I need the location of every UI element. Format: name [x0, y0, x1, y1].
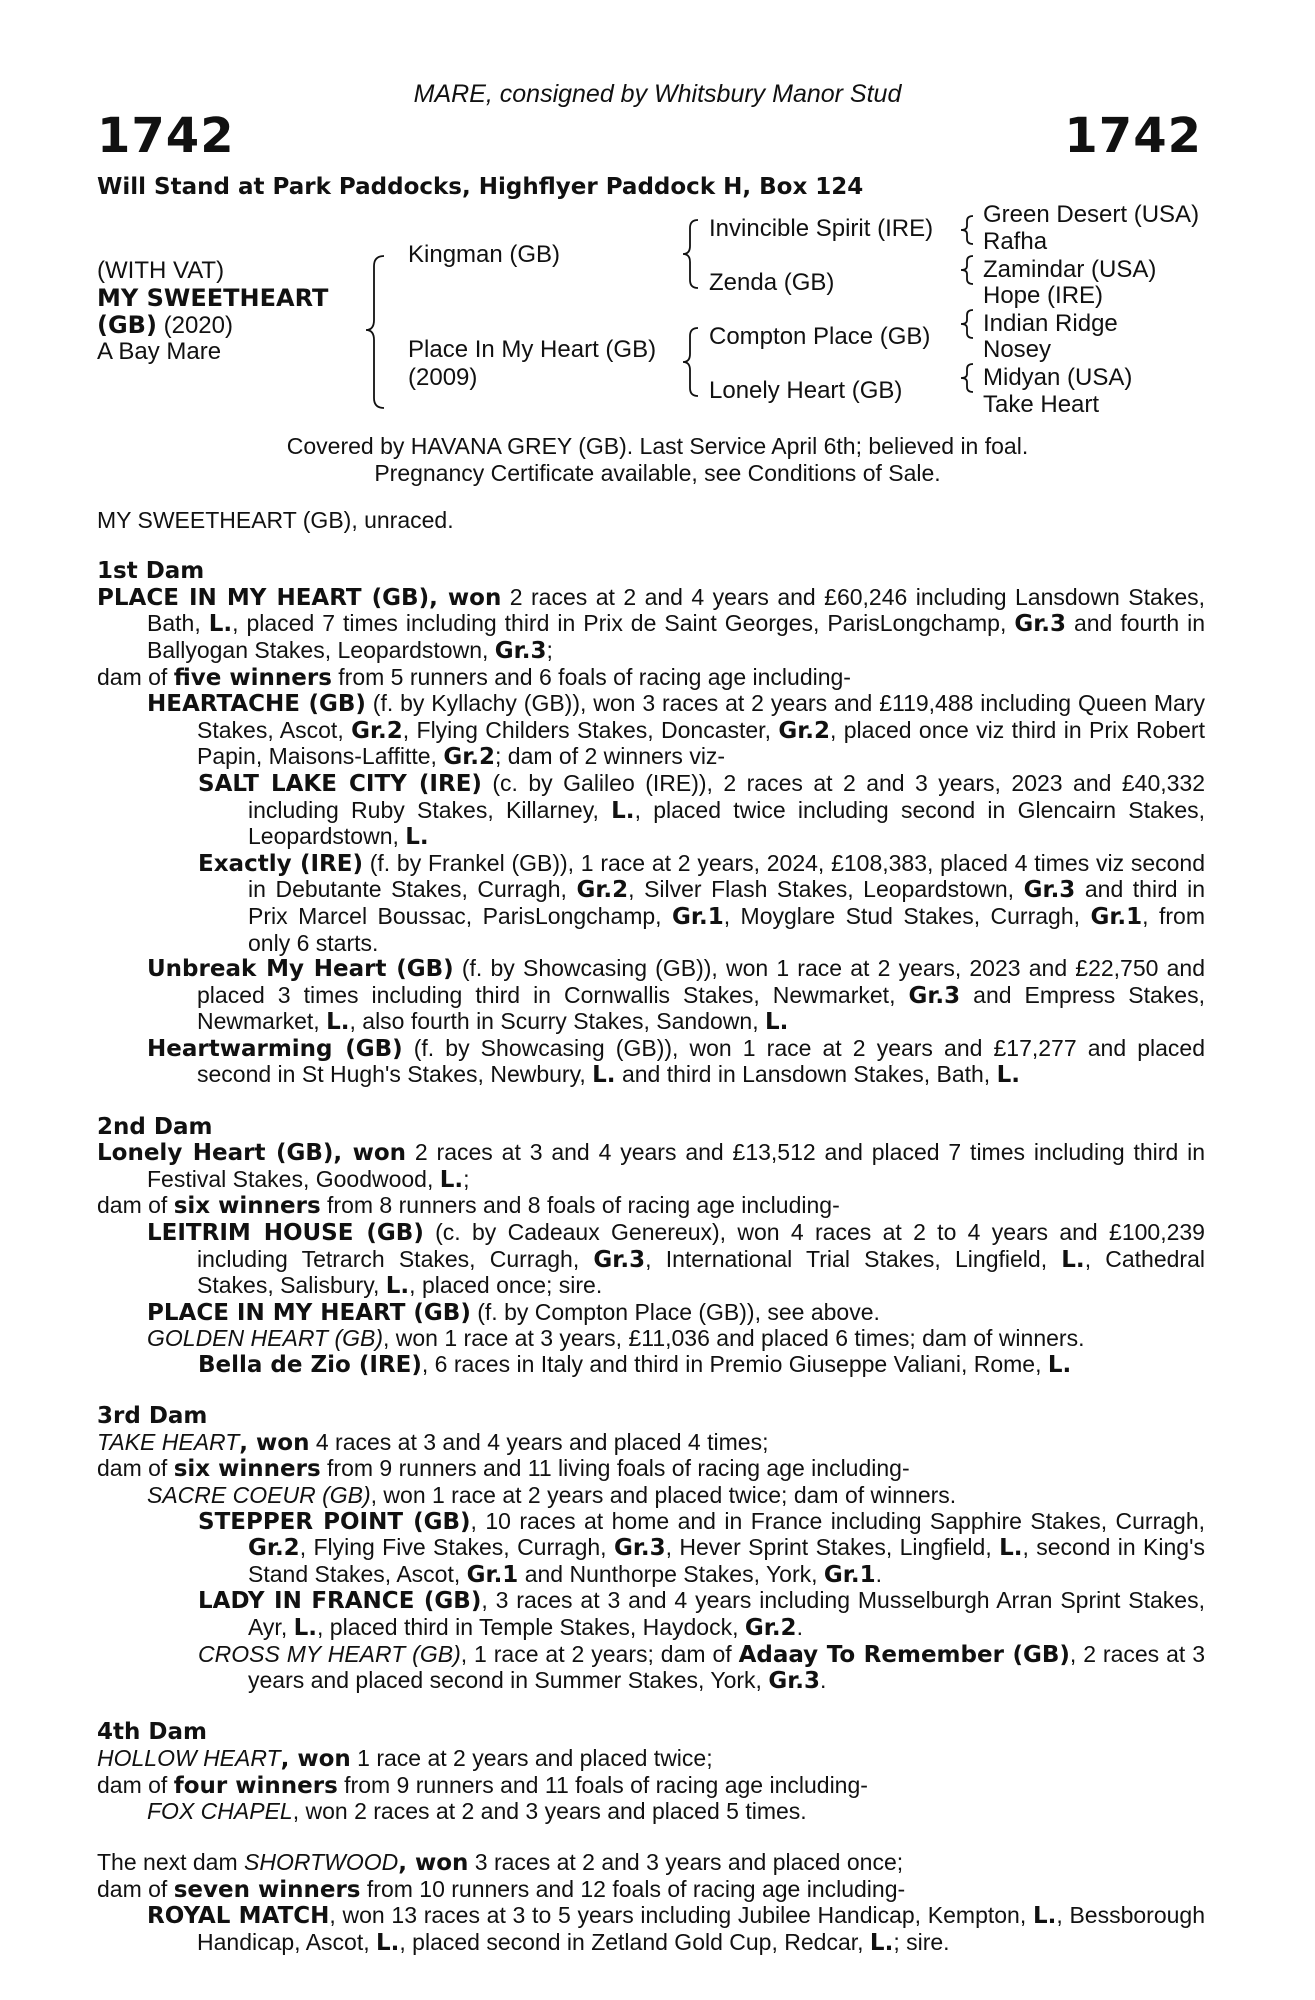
sire-sire-dam: Rafha: [983, 228, 1048, 255]
text: dam of: [97, 663, 174, 690]
dam3-produce: [97, 1456, 1205, 1483]
sire-sire-sire: Green Desert (USA): [983, 201, 1200, 228]
grade: L.: [208, 611, 233, 638]
progeny-sacre-coeur: [97, 1483, 1205, 1509]
dam-dam: Lonely Heart (GB): [709, 377, 903, 404]
progeny-unbreak-my-heart: [97, 956, 1205, 1036]
text: , won 2 races at 2 and 3 years and placed 5 times.: [292, 1798, 807, 1825]
text: , second in King's Stand Stakes, Ascot,: [248, 1534, 1205, 1587]
text: , Moyglare Stud Stakes, Curragh,: [723, 902, 1091, 929]
progeny-cross-my-heart: [97, 1642, 1205, 1695]
grade: L.: [385, 1273, 410, 1300]
text: six winners: [173, 1193, 321, 1220]
text: ; sire.: [893, 1929, 950, 1956]
text: , placed 7 times including third in Prix de Saint Georges, ParisLongchamp,: [232, 610, 1015, 637]
grade: Gr.3: [613, 1535, 666, 1562]
text: TAKE HEART: [97, 1428, 240, 1455]
text: HEARTACHE (GB): [147, 691, 366, 718]
grade: L.: [405, 824, 429, 851]
text: (f. by Compton Place (GB)), see above.: [470, 1298, 880, 1325]
text: (f. by Frankel (GB)), 1 race at 2 years, 2024, £108,383, placed 4 times viz second in Debutante Stakes, Curragh,: [248, 849, 1205, 903]
dam-sire: Compton Place (GB): [709, 323, 931, 350]
grade: Gr.2: [576, 877, 629, 904]
grade: Gr.3: [593, 1246, 646, 1273]
text: dam of: [97, 1455, 174, 1482]
progeny-golden-heart: [97, 1326, 1205, 1352]
text: , Hever Sprint Stakes, Lingfield,: [665, 1534, 1000, 1561]
text: , won 1 race at 2 years and placed twice; dam of winners.: [370, 1481, 957, 1508]
text: Heartwarming (GB): [147, 1035, 403, 1062]
horse-description: A Bay Mare: [97, 338, 222, 365]
dam1-record: [97, 585, 1205, 665]
grade: Gr.2: [351, 717, 403, 744]
text: .: [820, 1667, 827, 1694]
text: , placed once; sire.: [409, 1272, 603, 1299]
text: PLACE IN MY HEART (GB): [147, 1299, 471, 1326]
grade: Gr.1: [823, 1561, 876, 1588]
text: , won: [239, 1429, 310, 1456]
text: , placed twice including second in Glencairn Stakes, Leopardstown,: [248, 796, 1205, 850]
text: 4 races at 3 and 4 years and placed 4 times;: [309, 1428, 769, 1455]
grade: Gr.3: [1014, 611, 1066, 638]
unraced-line: MY SWEETHEART (GB), unraced.: [97, 507, 454, 533]
text: , placed second in Zetland Gold Cup, Redcar,: [399, 1929, 870, 1956]
text: Unbreak My Heart (GB): [147, 956, 454, 983]
text: , International Trial Stakes, Lingfield,: [645, 1245, 1062, 1272]
text: from 9 runners and 11 living foals of racing age including-: [320, 1455, 910, 1482]
text: and third in Prix Marcel Boussac, ParisLongchamp,: [248, 876, 1205, 929]
dam1-won: , won: [429, 584, 502, 611]
dam: Place In My Heart (GB): [408, 336, 657, 363]
grade: L.: [996, 1062, 1020, 1089]
grade: Gr.1: [466, 1561, 519, 1588]
dam4-heading: 4th Dam: [97, 1719, 207, 1746]
text: .: [796, 1613, 803, 1640]
progeny-heartache: [97, 691, 1205, 771]
dam-sire-dam: Nosey: [983, 336, 1052, 363]
horse-name: MY SWEETHEART: [97, 284, 329, 312]
grade: L.: [611, 797, 635, 824]
grade: L.: [326, 1009, 350, 1036]
text: , Bessborough Handicap, Ascot,: [197, 1902, 1205, 1956]
text: SHORTWOOD: [244, 1849, 399, 1876]
grade: L.: [592, 1062, 616, 1089]
dam3-record: [97, 1430, 1205, 1457]
text: dam of: [97, 1875, 174, 1902]
lot-number-left: 1742: [97, 108, 235, 164]
grade: Gr.3: [494, 637, 547, 664]
text: 2 races at 3 and 4 years and £13,512 and placed 7 times including third in Festival Stakes, Goodwood,: [147, 1139, 1206, 1192]
text: , Flying Childers Stakes, Doncaster,: [402, 716, 779, 743]
progeny-royal-match: [97, 1903, 1205, 1956]
text: ; dam of 2 winners viz-: [495, 743, 726, 770]
dam1-name: PLACE IN MY HEART (GB): [97, 584, 430, 611]
text: LEITRIM HOUSE (GB): [147, 1220, 424, 1247]
text: (c. by Cadeaux Genereux), won 4 races at 2 to 4 years and £100,239 including Tetrarch Stakes, Curragh,: [197, 1219, 1205, 1272]
text: , placed third in Temple Stakes, Haydock,: [317, 1613, 745, 1640]
sire-dam-sire: Zamindar (USA): [983, 256, 1157, 283]
text: 1 race at 2 years and placed twice;: [350, 1744, 713, 1771]
text: ;: [463, 1165, 470, 1192]
dam-sire-sire: Indian Ridge: [983, 310, 1118, 337]
text: 3 races at 2 and 3 years and placed once;: [468, 1849, 904, 1876]
sire-dam: Zenda (GB): [709, 269, 835, 296]
text: , placed once viz third in Prix Robert Papin, Maisons-Laffitte,: [197, 716, 1205, 770]
vat-label: (WITH VAT): [97, 257, 225, 284]
text: SALT LAKE CITY (IRE): [198, 770, 482, 797]
text: five winners: [173, 664, 332, 691]
text: (c. by Galileo (IRE)), 2 races at 2 and 3 years, 2023 and £40,332 including Ruby Stakes, Killarney,: [248, 769, 1206, 823]
text: Exactly (IRE): [198, 850, 363, 877]
text: seven winners: [173, 1876, 361, 1903]
text: The next dam: [97, 1849, 245, 1876]
text: , 2 races at 3 years and placed second in Summer Stakes, York,: [248, 1640, 1205, 1694]
text: .: [875, 1560, 882, 1587]
grade: Gr.3: [908, 982, 961, 1009]
text: SACRE COEUR (GB): [147, 1481, 371, 1508]
next-dam-produce: [97, 1877, 1205, 1904]
dam-dam-sire: Midyan (USA): [983, 364, 1133, 391]
text: , won: [280, 1745, 351, 1772]
text: and Empress Stakes, Newmarket,: [197, 981, 1205, 1035]
grade: L.: [293, 1614, 318, 1641]
text: dam of: [97, 1771, 174, 1798]
progeny-exactly: [97, 851, 1205, 956]
text: Lonely Heart (GB): [97, 1140, 334, 1167]
grade: Gr.3: [1023, 877, 1076, 904]
text: Bella de Zio (IRE): [198, 1352, 422, 1378]
dam2-produce: [97, 1193, 1205, 1220]
grade: Gr.2: [778, 717, 831, 744]
text: (f. by Kyllachy (GB)), won 3 races at 2 years and £119,488 including Queen Mary Stakes, Ascot,: [197, 690, 1205, 743]
grade: Gr.2: [744, 1614, 797, 1641]
text: , 1 race at 2 years; dam of: [460, 1640, 739, 1667]
stand-location: Will Stand at Park Paddocks, Highflyer Paddock H, Box 124: [97, 174, 864, 200]
dam4-record: [97, 1746, 1205, 1773]
dam1-produce: [97, 665, 1205, 692]
text: from 9 runners and 11 foals of racing age including-: [337, 1771, 868, 1798]
text: ROYAL MATCH: [147, 1903, 330, 1930]
text: , Silver Flash Stakes, Leopardstown,: [628, 876, 1024, 903]
progeny-heartwarming: [97, 1036, 1205, 1089]
dam-year: (2009): [408, 364, 478, 391]
text: , also fourth in Scurry Stakes, Sandown,: [349, 1008, 765, 1035]
text: , won 13 races at 3 to 5 years including Jubilee Handicap, Kempton,: [329, 1902, 1033, 1929]
text: FOX CHAPEL: [147, 1798, 293, 1825]
horse-country: (GB): [97, 311, 157, 339]
text: LADY IN FRANCE (GB): [198, 1588, 482, 1615]
grade: Gr.2: [248, 1535, 300, 1562]
progeny-bella-de-zio: [97, 1352, 1205, 1379]
next-dam-record: [97, 1850, 1205, 1877]
grade: Gr.3: [768, 1668, 821, 1695]
progeny-fox-chapel: [97, 1799, 1205, 1825]
text: , 6 races in Italy and third in Premio Giuseppe Valiani, Rome,: [421, 1351, 1048, 1377]
sire-dam-dam: Hope (IRE): [983, 282, 1104, 309]
grade: L.: [376, 1930, 400, 1957]
progeny-leitrim-house: [97, 1220, 1205, 1300]
text: from 5 runners and 6 foals of racing age including-: [331, 663, 851, 690]
lot-number-right: 1742: [1064, 108, 1202, 164]
grade: L.: [869, 1930, 894, 1957]
text: Adaay To Remember (GB): [738, 1641, 1070, 1668]
dam2-record: [97, 1140, 1205, 1193]
progeny-salt-lake-city: [97, 771, 1205, 851]
text: and fourth in Ballyogan Stakes, Leopardstown,: [147, 610, 1206, 663]
dam2-heading: 2nd Dam: [97, 1113, 213, 1140]
text: HOLLOW HEART: [97, 1744, 281, 1771]
text: STEPPER POINT (GB): [198, 1508, 471, 1535]
grade: L.: [764, 1009, 789, 1036]
covering-note: [0, 433, 1315, 487]
progeny-stepper-point: [97, 1509, 1205, 1589]
text: six winners: [173, 1456, 321, 1483]
horse-year: (2020): [156, 312, 233, 339]
grade: L.: [1032, 1903, 1057, 1930]
sire-sire: Invincible Spirit (IRE): [709, 215, 934, 242]
catalogue-body: [97, 508, 1205, 1957]
progeny-place-in-my-heart: [97, 1300, 1205, 1327]
text: from 8 runners and 8 foals of racing age including-: [320, 1192, 840, 1219]
text: (f. by Showcasing (GB)), won 1 race at 2 years and £17,277 and placed second in St Hugh's Stakes, Newbury,: [197, 1034, 1205, 1088]
grade: Gr.1: [1090, 903, 1143, 930]
text: GOLDEN HEART (GB): [147, 1325, 383, 1352]
text: 2 races at 2 and 4 years and £60,246 including Lansdown Stakes, Bath,: [147, 583, 1206, 637]
sire: Kingman (GB): [408, 241, 561, 268]
text: , won 1 race at 3 years, £11,036 and placed 6 times; dam of winners.: [383, 1325, 1085, 1352]
consignor-line: MARE, consigned by Whitsbury Manor Stud: [413, 80, 902, 108]
text: , from only 6 starts.: [248, 902, 1205, 956]
text: , Cathedral Stakes, Salisbury,: [197, 1245, 1205, 1299]
text: four winners: [173, 1772, 338, 1799]
text: , 10 races at home and in France including Sapphire Stakes, Curragh,: [470, 1507, 1206, 1534]
text: dam of: [97, 1192, 174, 1219]
progeny-lady-in-france: [97, 1588, 1205, 1641]
text: , Flying Five Stakes, Curragh,: [299, 1534, 614, 1561]
covering-line-2: Pregnancy Certificate available, see Conditions of Sale.: [374, 460, 941, 486]
text: , won: [333, 1140, 407, 1167]
text: ;: [546, 636, 553, 663]
dam4-produce: [97, 1773, 1205, 1800]
text: (f. by Showcasing (GB)), won 1 race at 2 years, 2023 and £22,750 and placed 3 times including third in Cornwallis Stakes, Newmarket,: [197, 955, 1205, 1008]
dam-dam-dam: Take Heart: [983, 391, 1100, 418]
grade: L.: [1061, 1246, 1085, 1273]
dam3-heading: 3rd Dam: [97, 1403, 208, 1430]
grade: L.: [1047, 1352, 1072, 1378]
text: , won: [398, 1850, 469, 1877]
text: CROSS MY HEART (GB): [198, 1640, 461, 1667]
text: , 3 races at 3 and 4 years including Musselburgh Arran Sprint Stakes, Ayr,: [248, 1587, 1205, 1640]
covering-line-1: Covered by HAVANA GREY (GB). Last Service April 6th; believed in foal.: [286, 433, 1029, 459]
grade: Gr.1: [672, 903, 724, 930]
grade: L.: [439, 1166, 464, 1193]
text: and third in Lansdown Stakes, Bath,: [615, 1061, 997, 1088]
grade: Gr.2: [443, 744, 496, 771]
text: and Nunthorpe Stakes, York,: [518, 1560, 824, 1587]
text: from 10 runners and 12 foals of racing age including-: [360, 1875, 906, 1902]
dam1-heading: 1st Dam: [97, 558, 205, 585]
grade: L.: [999, 1535, 1023, 1562]
